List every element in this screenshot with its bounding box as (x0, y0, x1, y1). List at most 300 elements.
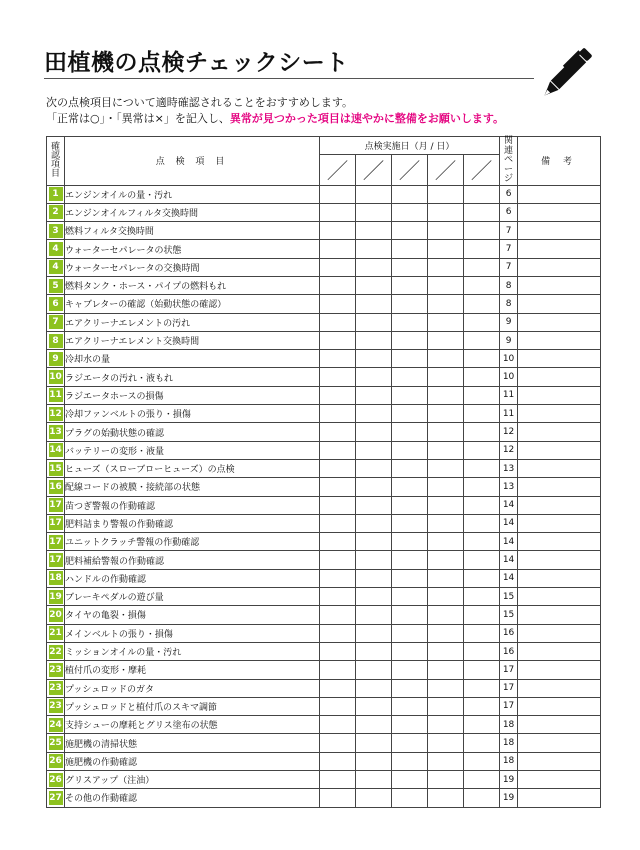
check-cell-3[interactable] (392, 679, 428, 697)
check-cell-5[interactable] (464, 569, 500, 587)
check-cell-1[interactable] (320, 661, 356, 679)
remarks-cell[interactable] (518, 459, 601, 477)
remarks-cell[interactable] (518, 295, 601, 313)
item-number-badge: 21 (47, 624, 65, 642)
check-cell-4[interactable] (428, 222, 464, 240)
related-page: 6 (500, 185, 518, 203)
check-cell-1[interactable] (320, 423, 356, 441)
inspection-item: ウォーターセパレータの状態 (65, 240, 320, 258)
check-cell-1[interactable] (320, 368, 356, 386)
remarks-cell[interactable] (518, 478, 601, 496)
check-cell-4[interactable] (428, 441, 464, 459)
check-cell-2[interactable] (356, 350, 392, 368)
related-page: 9 (500, 313, 518, 331)
check-cell-5[interactable] (464, 588, 500, 606)
check-cell-4[interactable] (428, 551, 464, 569)
check-cell-4[interactable] (428, 533, 464, 551)
check-cell-5[interactable] (464, 734, 500, 752)
check-cell-5[interactable] (464, 368, 500, 386)
check-cell-1[interactable] (320, 203, 356, 221)
check-cell-1[interactable] (320, 350, 356, 368)
check-cell-4[interactable] (428, 423, 464, 441)
item-number-badge: 27 (47, 789, 65, 807)
inspection-item: ユニットクラッチ警報の作動確認 (65, 533, 320, 551)
check-cell-2[interactable] (356, 313, 392, 331)
check-cell-4[interactable] (428, 240, 464, 258)
inspection-item: グリスアップ（注油） (65, 771, 320, 789)
related-page: 8 (500, 295, 518, 313)
check-cell-4[interactable] (428, 642, 464, 660)
check-cell-2[interactable] (356, 734, 392, 752)
intro-line-2-prefix: 「正常は○」・「異常は×」を記入し、 (46, 112, 230, 125)
check-cell-1[interactable] (320, 240, 356, 258)
related-page: 7 (500, 258, 518, 276)
remarks-cell[interactable] (518, 642, 601, 660)
item-number-badge: 13 (47, 423, 65, 441)
check-cell-4[interactable] (428, 679, 464, 697)
header-inspection-date: 点検実施日（月 / 日） (320, 137, 500, 155)
check-cell-4[interactable] (428, 295, 464, 313)
check-cell-5[interactable] (464, 258, 500, 276)
check-cell-3[interactable] (392, 752, 428, 770)
inspection-item: メインベルトの張り・損傷 (65, 624, 320, 642)
check-cell-2[interactable] (356, 441, 392, 459)
check-cell-3[interactable] (392, 258, 428, 276)
check-cell-5[interactable] (464, 240, 500, 258)
item-number-badge: 7 (47, 313, 65, 331)
check-cell-2[interactable] (356, 716, 392, 734)
inspection-item: ウォーターセパレータの交換時間 (65, 258, 320, 276)
table-row (47, 350, 601, 368)
check-cell-5[interactable] (464, 295, 500, 313)
check-cell-1[interactable] (320, 771, 356, 789)
check-cell-4[interactable] (428, 258, 464, 276)
check-cell-2[interactable] (356, 386, 392, 404)
inspection-item: 配線コードの被膜・接続部の状態 (65, 478, 320, 496)
check-cell-3[interactable] (392, 661, 428, 679)
related-page: 17 (500, 679, 518, 697)
related-page: 17 (500, 697, 518, 715)
check-cell-5[interactable] (464, 276, 500, 294)
remarks-cell[interactable] (518, 222, 601, 240)
remarks-cell[interactable] (518, 350, 601, 368)
remarks-cell[interactable] (518, 789, 601, 807)
check-cell-5[interactable] (464, 222, 500, 240)
remarks-cell[interactable] (518, 533, 601, 551)
check-cell-4[interactable] (428, 185, 464, 203)
check-cell-3[interactable] (392, 642, 428, 660)
check-cell-4[interactable] (428, 569, 464, 587)
check-cell-5[interactable] (464, 789, 500, 807)
remarks-cell[interactable] (518, 258, 601, 276)
check-cell-4[interactable] (428, 624, 464, 642)
check-cell-4[interactable] (428, 459, 464, 477)
related-page: 15 (500, 588, 518, 606)
check-cell-5[interactable] (464, 185, 500, 203)
check-cell-3[interactable] (392, 313, 428, 331)
inspection-item: バッテリーの変形・液量 (65, 441, 320, 459)
table-row (47, 642, 601, 660)
check-cell-2[interactable] (356, 240, 392, 258)
table-row (47, 588, 601, 606)
check-cell-5[interactable] (464, 423, 500, 441)
check-cell-3[interactable] (392, 423, 428, 441)
check-cell-5[interactable] (464, 313, 500, 331)
check-cell-3[interactable] (392, 295, 428, 313)
check-cell-4[interactable] (428, 350, 464, 368)
check-cell-4[interactable] (428, 386, 464, 404)
header-related-page: 関 連 ペ ー ジ (500, 137, 518, 186)
check-cell-4[interactable] (428, 789, 464, 807)
related-page: 11 (500, 405, 518, 423)
check-cell-2[interactable] (356, 203, 392, 221)
item-number-badge: 12 (47, 405, 65, 423)
remarks-cell[interactable] (518, 734, 601, 752)
remarks-cell[interactable] (518, 551, 601, 569)
check-cell-4[interactable] (428, 405, 464, 423)
item-number-badge: 17 (47, 533, 65, 551)
remarks-cell[interactable] (518, 588, 601, 606)
date-slot-5[interactable] (464, 155, 500, 185)
check-cell-3[interactable] (392, 368, 428, 386)
table-row (47, 716, 601, 734)
table-row (47, 386, 601, 404)
check-cell-5[interactable] (464, 606, 500, 624)
check-cell-3[interactable] (392, 240, 428, 258)
check-cell-5[interactable] (464, 624, 500, 642)
item-number-badge: 19 (47, 588, 65, 606)
inspection-item: エアクリーナエレメントの汚れ (65, 313, 320, 331)
check-cell-2[interactable] (356, 514, 392, 532)
check-cell-5[interactable] (464, 459, 500, 477)
check-cell-1[interactable] (320, 642, 356, 660)
inspection-item: ラジエータホースの損傷 (65, 386, 320, 404)
check-cell-5[interactable] (464, 496, 500, 514)
check-cell-2[interactable] (356, 459, 392, 477)
remarks-cell[interactable] (518, 771, 601, 789)
check-cell-1[interactable] (320, 752, 356, 770)
check-cell-4[interactable] (428, 478, 464, 496)
check-cell-1[interactable] (320, 386, 356, 404)
table-row (47, 441, 601, 459)
check-cell-2[interactable] (356, 222, 392, 240)
check-cell-2[interactable] (356, 642, 392, 660)
remarks-cell[interactable] (518, 716, 601, 734)
check-cell-5[interactable] (464, 697, 500, 715)
check-cell-1[interactable] (320, 295, 356, 313)
inspection-item: 燃料フィルタ交換時間 (65, 222, 320, 240)
related-page: 16 (500, 624, 518, 642)
item-number-badge: 11 (47, 386, 65, 404)
check-cell-2[interactable] (356, 588, 392, 606)
check-cell-1[interactable] (320, 185, 356, 203)
check-cell-4[interactable] (428, 276, 464, 294)
remarks-cell[interactable] (518, 276, 601, 294)
check-cell-1[interactable] (320, 606, 356, 624)
remarks-cell[interactable] (518, 185, 601, 203)
check-cell-4[interactable] (428, 734, 464, 752)
check-cell-2[interactable] (356, 276, 392, 294)
check-cell-2[interactable] (356, 258, 392, 276)
check-cell-5[interactable] (464, 642, 500, 660)
check-sheet-table (46, 136, 601, 808)
item-number-badge: 20 (47, 606, 65, 624)
item-number-badge: 18 (47, 569, 65, 587)
check-cell-4[interactable] (428, 661, 464, 679)
check-cell-4[interactable] (428, 588, 464, 606)
table-row (47, 240, 601, 258)
item-number-badge: 23 (47, 661, 65, 679)
check-cell-3[interactable] (392, 350, 428, 368)
date-slot-3[interactable] (392, 155, 428, 185)
check-cell-5[interactable] (464, 533, 500, 551)
remarks-cell[interactable] (518, 496, 601, 514)
check-cell-2[interactable] (356, 697, 392, 715)
check-cell-4[interactable] (428, 496, 464, 514)
check-cell-3[interactable] (392, 734, 428, 752)
item-number-badge: 8 (47, 331, 65, 349)
table-row (47, 459, 601, 477)
related-page: 16 (500, 642, 518, 660)
check-cell-3[interactable] (392, 569, 428, 587)
header-remarks: 備 考 (518, 137, 601, 186)
item-number-badge: 17 (47, 514, 65, 532)
item-number-badge: 6 (47, 295, 65, 313)
remarks-cell[interactable] (518, 624, 601, 642)
check-cell-2[interactable] (356, 533, 392, 551)
check-cell-5[interactable] (464, 350, 500, 368)
check-cell-4[interactable] (428, 752, 464, 770)
remarks-cell[interactable] (518, 313, 601, 331)
check-rows (47, 185, 601, 807)
remarks-cell[interactable] (518, 368, 601, 386)
table-row (47, 258, 601, 276)
table-row (47, 222, 601, 240)
table-row (47, 514, 601, 532)
remarks-cell[interactable] (518, 423, 601, 441)
check-cell-5[interactable] (464, 661, 500, 679)
check-cell-2[interactable] (356, 423, 392, 441)
related-page: 18 (500, 716, 518, 734)
check-cell-2[interactable] (356, 789, 392, 807)
check-cell-2[interactable] (356, 624, 392, 642)
check-cell-5[interactable] (464, 771, 500, 789)
check-cell-5[interactable] (464, 386, 500, 404)
item-number-badge: 26 (47, 752, 65, 770)
check-cell-5[interactable] (464, 679, 500, 697)
check-cell-3[interactable] (392, 551, 428, 569)
check-cell-1[interactable] (320, 222, 356, 240)
check-cell-4[interactable] (428, 771, 464, 789)
check-cell-1[interactable] (320, 716, 356, 734)
check-cell-1[interactable] (320, 459, 356, 477)
check-cell-3[interactable] (392, 624, 428, 642)
check-cell-1[interactable] (320, 624, 356, 642)
remarks-cell[interactable] (518, 240, 601, 258)
check-cell-4[interactable] (428, 313, 464, 331)
check-cell-3[interactable] (392, 478, 428, 496)
check-cell-3[interactable] (392, 588, 428, 606)
check-cell-1[interactable] (320, 551, 356, 569)
check-cell-1[interactable] (320, 789, 356, 807)
check-cell-3[interactable] (392, 697, 428, 715)
check-cell-3[interactable] (392, 386, 428, 404)
check-cell-1[interactable] (320, 697, 356, 715)
inspection-item: エンジンオイルの量・汚れ (65, 185, 320, 203)
check-cell-4[interactable] (428, 606, 464, 624)
check-cell-4[interactable] (428, 716, 464, 734)
remarks-cell[interactable] (518, 514, 601, 532)
check-cell-1[interactable] (320, 588, 356, 606)
check-cell-1[interactable] (320, 569, 356, 587)
check-cell-2[interactable] (356, 368, 392, 386)
check-cell-2[interactable] (356, 496, 392, 514)
check-cell-3[interactable] (392, 606, 428, 624)
check-cell-3[interactable] (392, 716, 428, 734)
check-cell-1[interactable] (320, 441, 356, 459)
remarks-cell[interactable] (518, 697, 601, 715)
check-cell-5[interactable] (464, 551, 500, 569)
check-cell-2[interactable] (356, 551, 392, 569)
remarks-cell[interactable] (518, 203, 601, 221)
table-row (47, 313, 601, 331)
item-number-badge: 3 (47, 222, 65, 240)
check-cell-3[interactable] (392, 441, 428, 459)
check-cell-5[interactable] (464, 331, 500, 349)
check-cell-5[interactable] (464, 716, 500, 734)
check-cell-3[interactable] (392, 331, 428, 349)
inspection-item: その他の作動確認 (65, 789, 320, 807)
check-cell-3[interactable] (392, 514, 428, 532)
check-cell-4[interactable] (428, 203, 464, 221)
related-page: 19 (500, 789, 518, 807)
header-check-item: 確 認 項 目 (47, 137, 65, 186)
related-page: 7 (500, 222, 518, 240)
table-row (47, 734, 601, 752)
check-cell-1[interactable] (320, 514, 356, 532)
remarks-cell[interactable] (518, 679, 601, 697)
intro-text (46, 95, 504, 127)
check-cell-1[interactable] (320, 331, 356, 349)
related-page: 19 (500, 771, 518, 789)
item-number-badge: 15 (47, 459, 65, 477)
inspection-item: 植付爪の変形・摩耗 (65, 661, 320, 679)
remarks-cell[interactable] (518, 405, 601, 423)
check-cell-1[interactable] (320, 478, 356, 496)
check-cell-4[interactable] (428, 368, 464, 386)
check-cell-5[interactable] (464, 405, 500, 423)
related-page: 12 (500, 441, 518, 459)
check-cell-3[interactable] (392, 405, 428, 423)
date-slot-1[interactable] (320, 155, 356, 185)
check-cell-2[interactable] (356, 185, 392, 203)
check-cell-3[interactable] (392, 222, 428, 240)
date-slot-4[interactable] (428, 155, 464, 185)
table-row (47, 551, 601, 569)
check-cell-2[interactable] (356, 661, 392, 679)
check-cell-5[interactable] (464, 478, 500, 496)
remarks-cell[interactable] (518, 441, 601, 459)
check-cell-2[interactable] (356, 752, 392, 770)
check-cell-2[interactable] (356, 679, 392, 697)
check-cell-1[interactable] (320, 313, 356, 331)
related-page: 10 (500, 350, 518, 368)
table-row (47, 533, 601, 551)
related-page: 15 (500, 606, 518, 624)
inspection-item: 冷却水の量 (65, 350, 320, 368)
table-row (47, 752, 601, 770)
related-page: 11 (500, 386, 518, 404)
table-row (47, 185, 601, 203)
item-number-badge: 17 (47, 496, 65, 514)
check-cell-2[interactable] (356, 331, 392, 349)
check-cell-1[interactable] (320, 258, 356, 276)
related-page: 14 (500, 496, 518, 514)
check-cell-2[interactable] (356, 478, 392, 496)
check-cell-5[interactable] (464, 203, 500, 221)
item-number-badge: 23 (47, 697, 65, 715)
item-number-badge: 22 (47, 642, 65, 660)
check-cell-1[interactable] (320, 405, 356, 423)
check-cell-1[interactable] (320, 533, 356, 551)
item-number-badge: 26 (47, 771, 65, 789)
inspection-item: プッシュロッドと植付爪のスキマ調節 (65, 697, 320, 715)
remarks-cell[interactable] (518, 386, 601, 404)
item-number-badge: 9 (47, 350, 65, 368)
check-cell-1[interactable] (320, 496, 356, 514)
item-number-badge: 4 (47, 258, 65, 276)
check-cell-4[interactable] (428, 331, 464, 349)
check-cell-1[interactable] (320, 276, 356, 294)
inspection-item: エアクリーナエレメント交換時間 (65, 331, 320, 349)
table-row (47, 697, 601, 715)
check-cell-1[interactable] (320, 679, 356, 697)
check-cell-3[interactable] (392, 789, 428, 807)
remarks-cell[interactable] (518, 569, 601, 587)
item-number-badge: 24 (47, 716, 65, 734)
check-cell-3[interactable] (392, 533, 428, 551)
check-cell-5[interactable] (464, 752, 500, 770)
inspection-item: プッシュロッドのガタ (65, 679, 320, 697)
check-cell-3[interactable] (392, 185, 428, 203)
check-cell-2[interactable] (356, 606, 392, 624)
remarks-cell[interactable] (518, 752, 601, 770)
check-cell-3[interactable] (392, 771, 428, 789)
check-cell-4[interactable] (428, 514, 464, 532)
check-cell-5[interactable] (464, 514, 500, 532)
remarks-cell[interactable] (518, 606, 601, 624)
check-cell-2[interactable] (356, 295, 392, 313)
check-cell-2[interactable] (356, 771, 392, 789)
item-number-badge: 25 (47, 734, 65, 752)
related-page: 18 (500, 752, 518, 770)
check-cell-4[interactable] (428, 697, 464, 715)
table-row (47, 624, 601, 642)
check-cell-2[interactable] (356, 405, 392, 423)
inspection-item: 支持シューの摩耗とグリス塗布の状態 (65, 716, 320, 734)
check-cell-1[interactable] (320, 734, 356, 752)
check-cell-3[interactable] (392, 459, 428, 477)
check-cell-3[interactable] (392, 496, 428, 514)
check-cell-3[interactable] (392, 276, 428, 294)
table-row (47, 203, 601, 221)
date-slot-2[interactable] (356, 155, 392, 185)
remarks-cell[interactable] (518, 331, 601, 349)
check-cell-2[interactable] (356, 569, 392, 587)
check-cell-5[interactable] (464, 441, 500, 459)
check-cell-3[interactable] (392, 203, 428, 221)
remarks-cell[interactable] (518, 661, 601, 679)
